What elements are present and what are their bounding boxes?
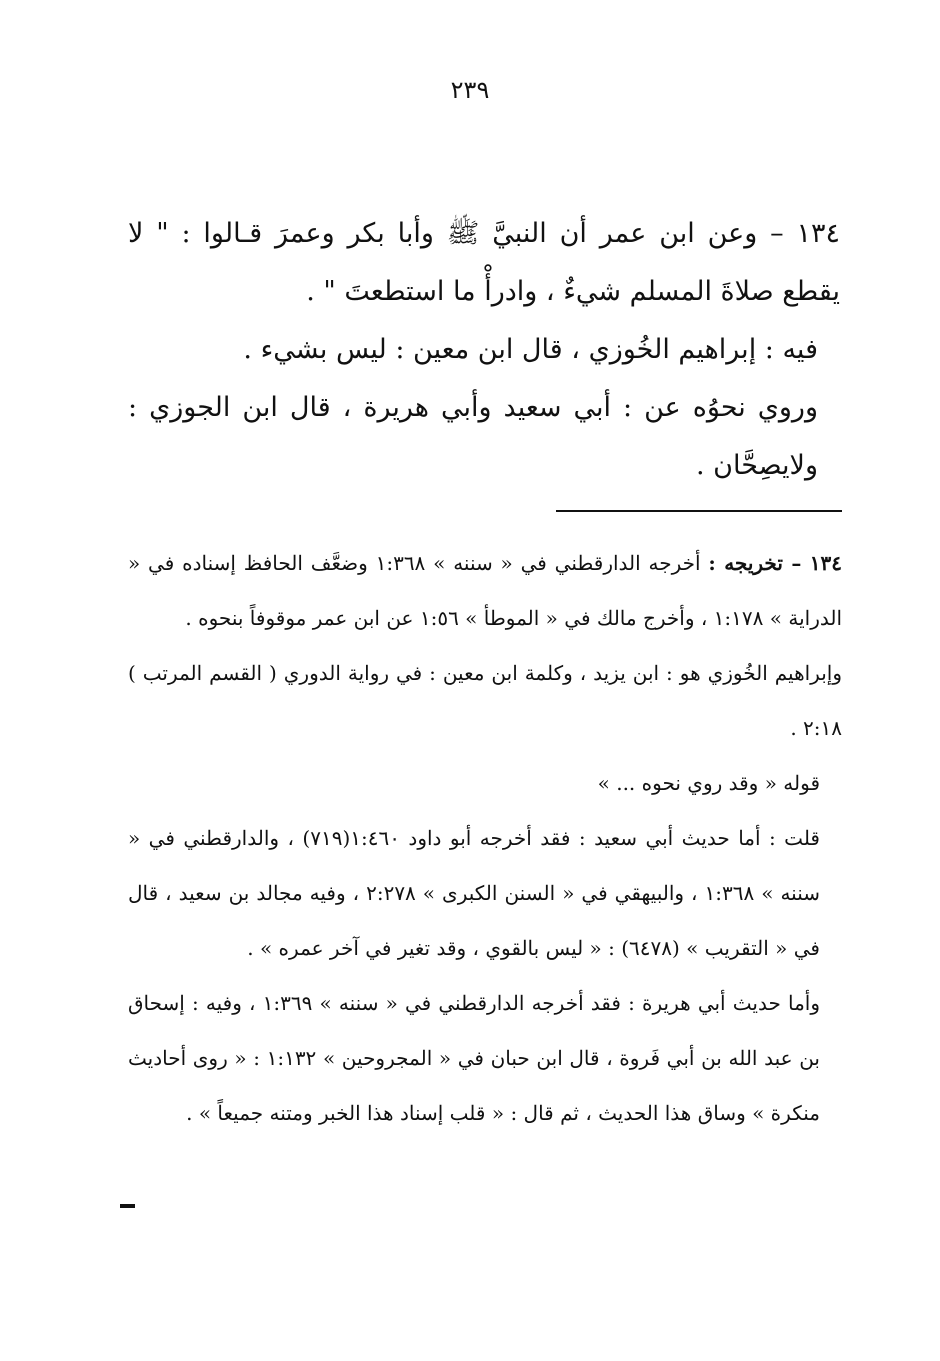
- main-text: [128, 205, 840, 495]
- takhrij-paragraph: [128, 536, 842, 646]
- narrator-note-paragraph: فيه : إبراهيم الخُوزي ، قال ابن معين : ليس بشيء .: [243, 334, 818, 365]
- narration-paragraph: وروي نحوُه عن : أبي سعيد وأبي هريرة ، قال ابن الجوزي : ولايصِحَّان .: [128, 392, 818, 481]
- takhrij-lead: ١٣٤ – تخريجه :: [708, 551, 842, 575]
- footnotes: [128, 536, 842, 1141]
- abu-said-paragraph: قلت : أما حديث أبي سعيد : فقد أخرجه أبو داود ١:٤٦٠(٧١٩) ، والدارقطني في « سننه » ١:٣٦٨ ، والبيهقي في « السنن الكبرى » ٢:٢٧٨ ، وفيه مجالد بن سعيد ، قال في « التقريب » (٦٤٧٨) : « ليس بالقوي ، وقد تغير في آخر عمره » .: [128, 826, 820, 960]
- page-number: ٢٣٩: [450, 76, 490, 104]
- dash-mark: [120, 1204, 135, 1208]
- footnote-separator: [556, 510, 842, 512]
- abu-hurayra-paragraph: وأما حديث أبي هريرة : فقد أخرجه الدارقطني في « سننه » ١:٣٦٩ ، وفيه : إسحاق بن عبد الله بن أبي فَروة ، قال ابن حبان في « المجروحين » ١:١٣٢ : « روى أحاديث منكرة » وساق هذا الحديث ، ثم قال : « قلب إسناد هذا الخبر ومتنه جميعاً » .: [128, 991, 821, 1125]
- khuzi-paragraph: وإبراهيم الخُوزي هو : ابن يزيد ، وكلمة ابن معين : في رواية الدوري ( القسم المرتب ) ٢:١٨ .: [128, 661, 842, 740]
- takhrij-body: أخرجه الدارقطني في « سننه » ١:٣٦٨ وضعَّف الحافظ إسناده في « الدراية » ١:١٧٨ ، وأخرج مالك في « الموطأ » ١:٥٦ عن ابن عمر موقوفاً بنحوه .: [128, 551, 842, 630]
- hadith-paragraph: ١٣٤ – وعن ابن عمر أن النبيَّ ﷺ وأبا بكر وعمرَ قـالوا : " لا يقطع صلاةَ المسلم شيءٌ ، وادرأْ ما استطعتَ " .: [128, 218, 840, 307]
- qawluh-paragraph: قوله « وقد روي نحوه ... »: [597, 771, 820, 795]
